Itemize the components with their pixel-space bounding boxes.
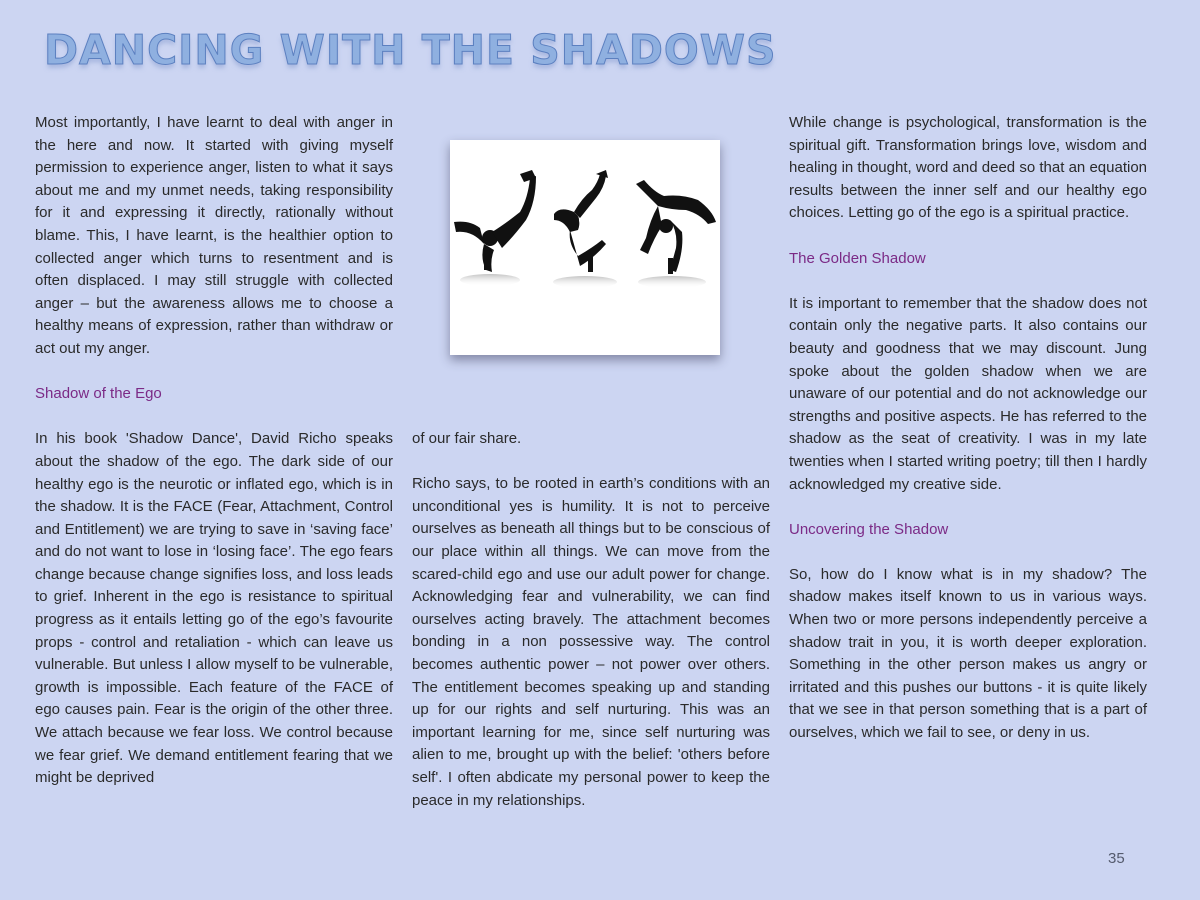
text-column-2 bbox=[412, 428, 770, 835]
paragraph-transformation: While change is psychological, transformation is the spiritual gift. Transformation brings love, wisdom and healing in thought, word and deed so that an equation results between the inner self and our healthy ego choices. Letting go of the ego is a spiritual practice. bbox=[789, 114, 1147, 222]
floor-reflections bbox=[460, 274, 706, 288]
text-column-1 bbox=[35, 112, 393, 812]
paragraph-anger: Most importantly, I have learnt to deal with anger in the here and now. It started with giving myself permission to experience anger, listen to what it says about me and my unmet needs, taking responsibility for it and expressing it directly, rationally without blame. This, I have learnt, is the healthier option to collected anger which turns to resentment and is often displaced. I may still struggle with collected anger – but the awareness allows me to choose a healthy means of expression, rather than withdraw or act out my anger. bbox=[35, 114, 393, 357]
paragraph-uncovering: So, how do I know what is in my shadow? The shadow makes itself known to us in various ways. When two or more persons independently perceive a shadow trait in you, it is worth deeper exploration. Something in the other person makes us angry or irritated and this pushes our buttons - it is quite likely that we see in that person something that is a part of ourselves, which we fail to see, or deny in us. bbox=[789, 565, 1147, 742]
dancer-silhouette-middle bbox=[554, 170, 608, 272]
page-title: DANCING WITH THE SHADOWS bbox=[44, 26, 777, 74]
page-number: 35 bbox=[1108, 850, 1125, 867]
paragraph-humility: Richo says, to be rooted in earth’s conditions with an unconditional yes is humility. It is not to perceive ourselves as beneath all things but to be conscious of our place within all things. We can move from the scared-child ego and use our adult power for change. Acknowledging fear and vulnerability, we can find ourselves acting bravely. The attachment becomes bonding in a non possessive way. The control becomes authentic power – not power over others. The entitlement becomes speaking up and standing up for our rights and self nurturing. This was an important learning for me, since self nurturing was alien to me, brought up with the belief: 'others before self'. I often abdicate my personal power to keep the peace in my relationships. bbox=[412, 475, 770, 809]
breakdancers-image bbox=[450, 140, 720, 355]
breakdancer-silhouettes-illustration bbox=[450, 140, 720, 355]
section-heading-golden-shadow: The Golden Shadow bbox=[789, 249, 926, 267]
paragraph-shadow-dance: In his book 'Shadow Dance', David Richo speaks about the shadow of the ego. The dark side of our healthy ego is the neurotic or inflated ego, which is in the shadow. It is the FACE (Fear, Attachment, Control and Entitlement) we are trying to save in ‘saving face’ and do not want to lose in ‘losing face’. The ego fears change because change signifies loss, and loss leads to grief. Inherent in the ego is resistance to spiritual progress as it entails letting go of the ego’s favourite props - control and retaliation - which can leave us vulnerable. But unless I allow myself to be vulnerable, growth is impossible. Each feature of the FACE of ego causes pain. Fear is the origin of the other three. We attach because we fear loss. We control because we fear grief. We demand entitlement fearing that we might be deprived bbox=[35, 430, 393, 787]
text-column-3 bbox=[789, 112, 1147, 767]
paragraph-golden-shadow: It is important to remember that the shadow does not contain only the negative parts. It also contains our beauty and goodness that we may discount. Jung spoke about the golden shadow when we are unaware of our potential and do not acknowledge our strengths and positive aspects. He has referred to the shadow as the seat of creativity. I was in my late twenties when I started writing poetry; till then I hardly acknowledged my creative side. bbox=[789, 294, 1147, 493]
paragraph-fair-share: of our fair share. bbox=[412, 430, 522, 447]
section-heading-uncovering-shadow: Uncovering the Shadow bbox=[789, 520, 949, 538]
dancer-silhouette-left bbox=[454, 170, 536, 272]
dancer-silhouette-right bbox=[636, 180, 716, 274]
section-heading-shadow-of-ego: Shadow of the Ego bbox=[35, 385, 162, 403]
